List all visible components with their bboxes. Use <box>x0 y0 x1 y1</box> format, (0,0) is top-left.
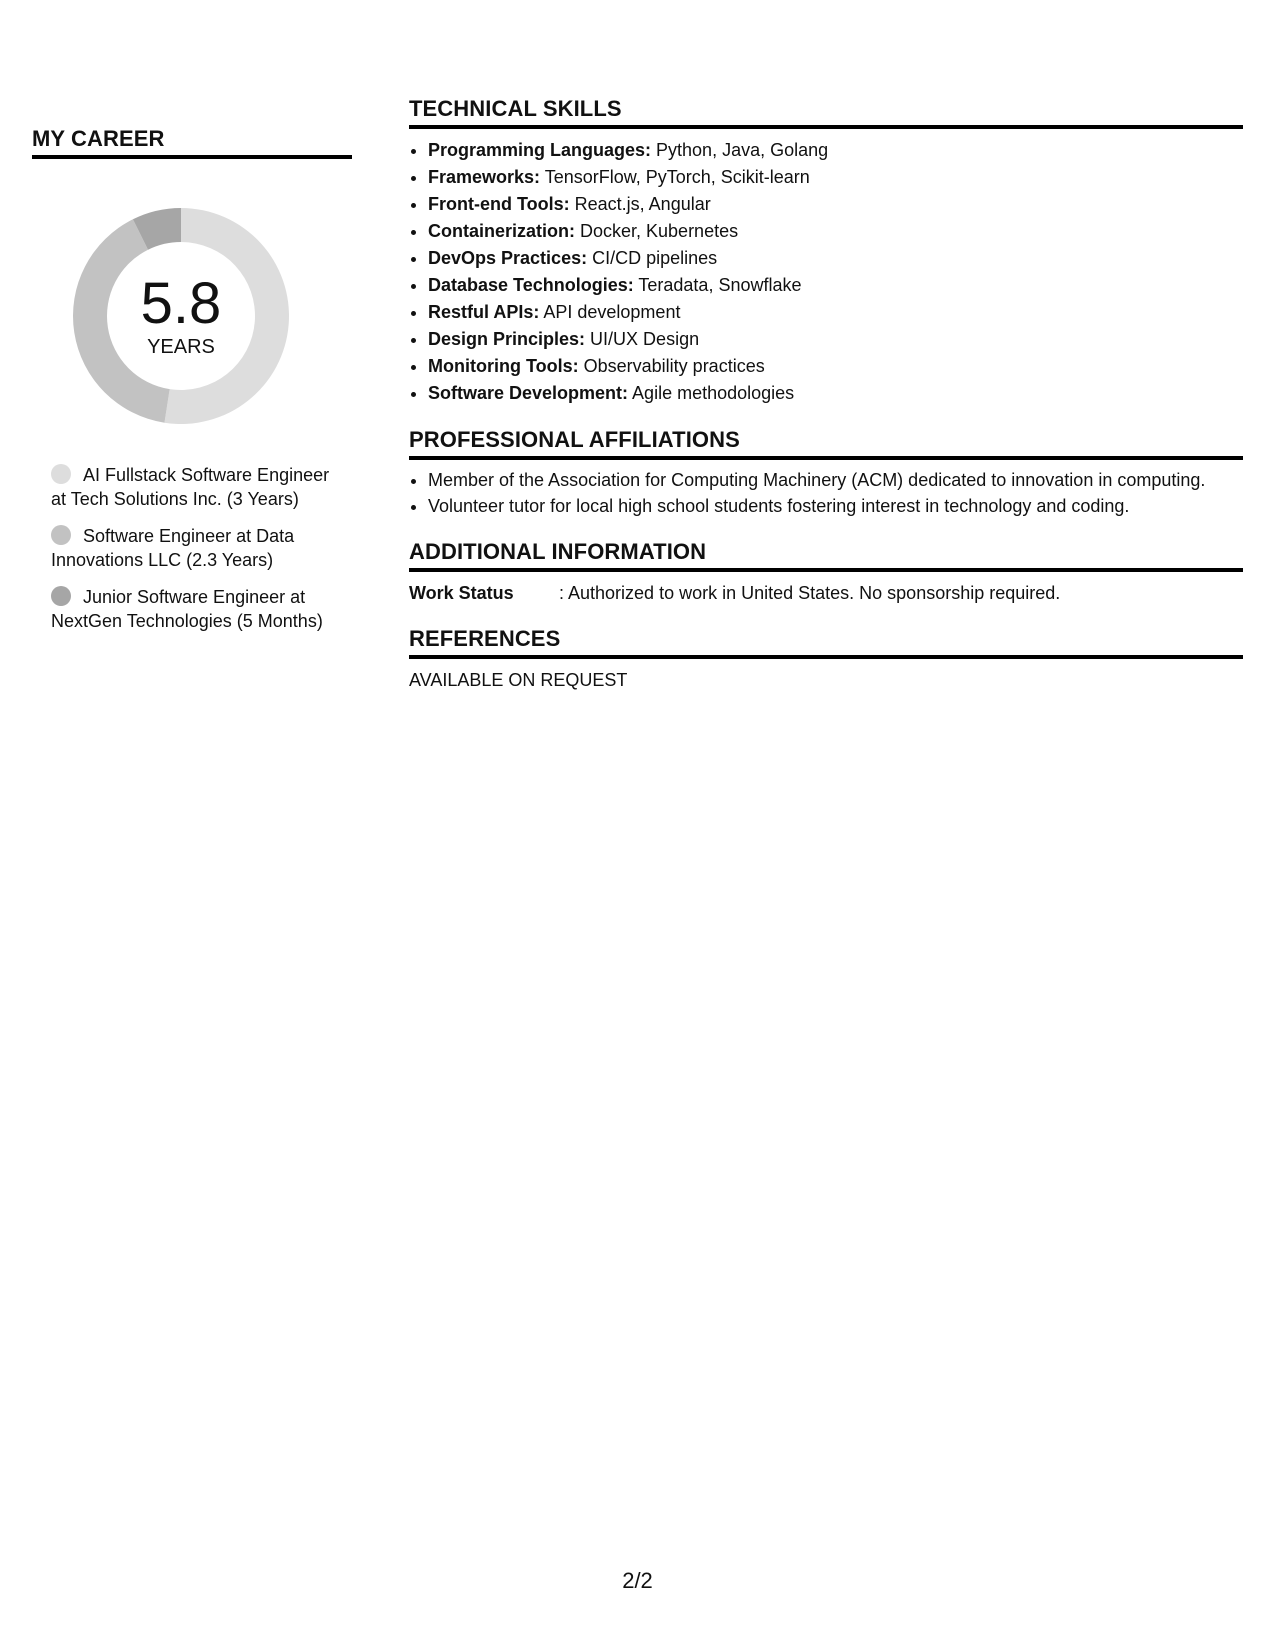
career-donut <box>66 201 296 431</box>
skill-item: • Containerization: Docker, Kubernetes <box>428 218 1243 245</box>
affiliations-title: PROFESSIONAL AFFILIATIONS <box>409 427 1243 460</box>
skills-title: TECHNICAL SKILLS <box>409 96 1243 129</box>
affiliation-item: • Member of the Association for Computing Machinery (ACM) dedicated to innovation in computing. <box>428 468 1243 493</box>
skill-item: • Restful APIs: API development <box>428 299 1243 326</box>
skill-item: • Programming Languages: Python, Java, Golang <box>428 137 1243 164</box>
career-legend-item: AI Fullstack Software Engineer at Tech Solutions Inc. (3 Years) <box>51 465 330 509</box>
affiliations-list <box>409 468 1243 519</box>
legend-dot-icon <box>51 464 71 484</box>
references-text: AVAILABLE ON REQUEST <box>409 670 628 690</box>
skill-item: • Database Technologies: Teradata, Snowflake <box>428 272 1243 299</box>
skill-item: • DevOps Practices: CI/CD pipelines <box>428 245 1243 272</box>
career-total-unit: YEARS <box>147 336 215 358</box>
skill-item: • Frameworks: TensorFlow, PyTorch, Scikit-learn <box>428 164 1243 191</box>
work-status-label: Work Status <box>409 583 514 603</box>
career-legend-item: Software Engineer at Data Innovations LLC (2.3 Years) <box>51 526 295 570</box>
work-status-value: : Authorized to work in United States. No sponsorship required. <box>559 583 1061 603</box>
legend-dot-icon <box>51 586 71 606</box>
work-status-row <box>409 580 1243 606</box>
additional-info-title: ADDITIONAL INFORMATION <box>409 539 1243 572</box>
career-title: MY CAREER <box>32 126 352 159</box>
skill-item: • Design Principles: UI/UX Design <box>428 326 1243 353</box>
affiliation-item: • Volunteer tutor for local high school students fostering interest in technology and coding. <box>428 494 1243 519</box>
skill-item: • Software Development: Agile methodologies <box>428 380 1243 407</box>
skill-item: • Monitoring Tools: Observability practices <box>428 353 1243 380</box>
page-number: 2/2 <box>622 1568 653 1593</box>
career-column <box>32 126 352 646</box>
career-legend-item: Junior Software Engineer at NextGen Technologies (5 Months) <box>51 587 323 631</box>
main-column <box>409 96 1243 693</box>
skills-list <box>409 137 1243 407</box>
references-title: REFERENCES <box>409 626 1243 659</box>
skill-item: • Front-end Tools: React.js, Angular <box>428 191 1243 218</box>
career-legend <box>51 463 331 633</box>
legend-dot-icon <box>51 525 71 545</box>
career-total-value: 5.8 <box>140 271 222 336</box>
